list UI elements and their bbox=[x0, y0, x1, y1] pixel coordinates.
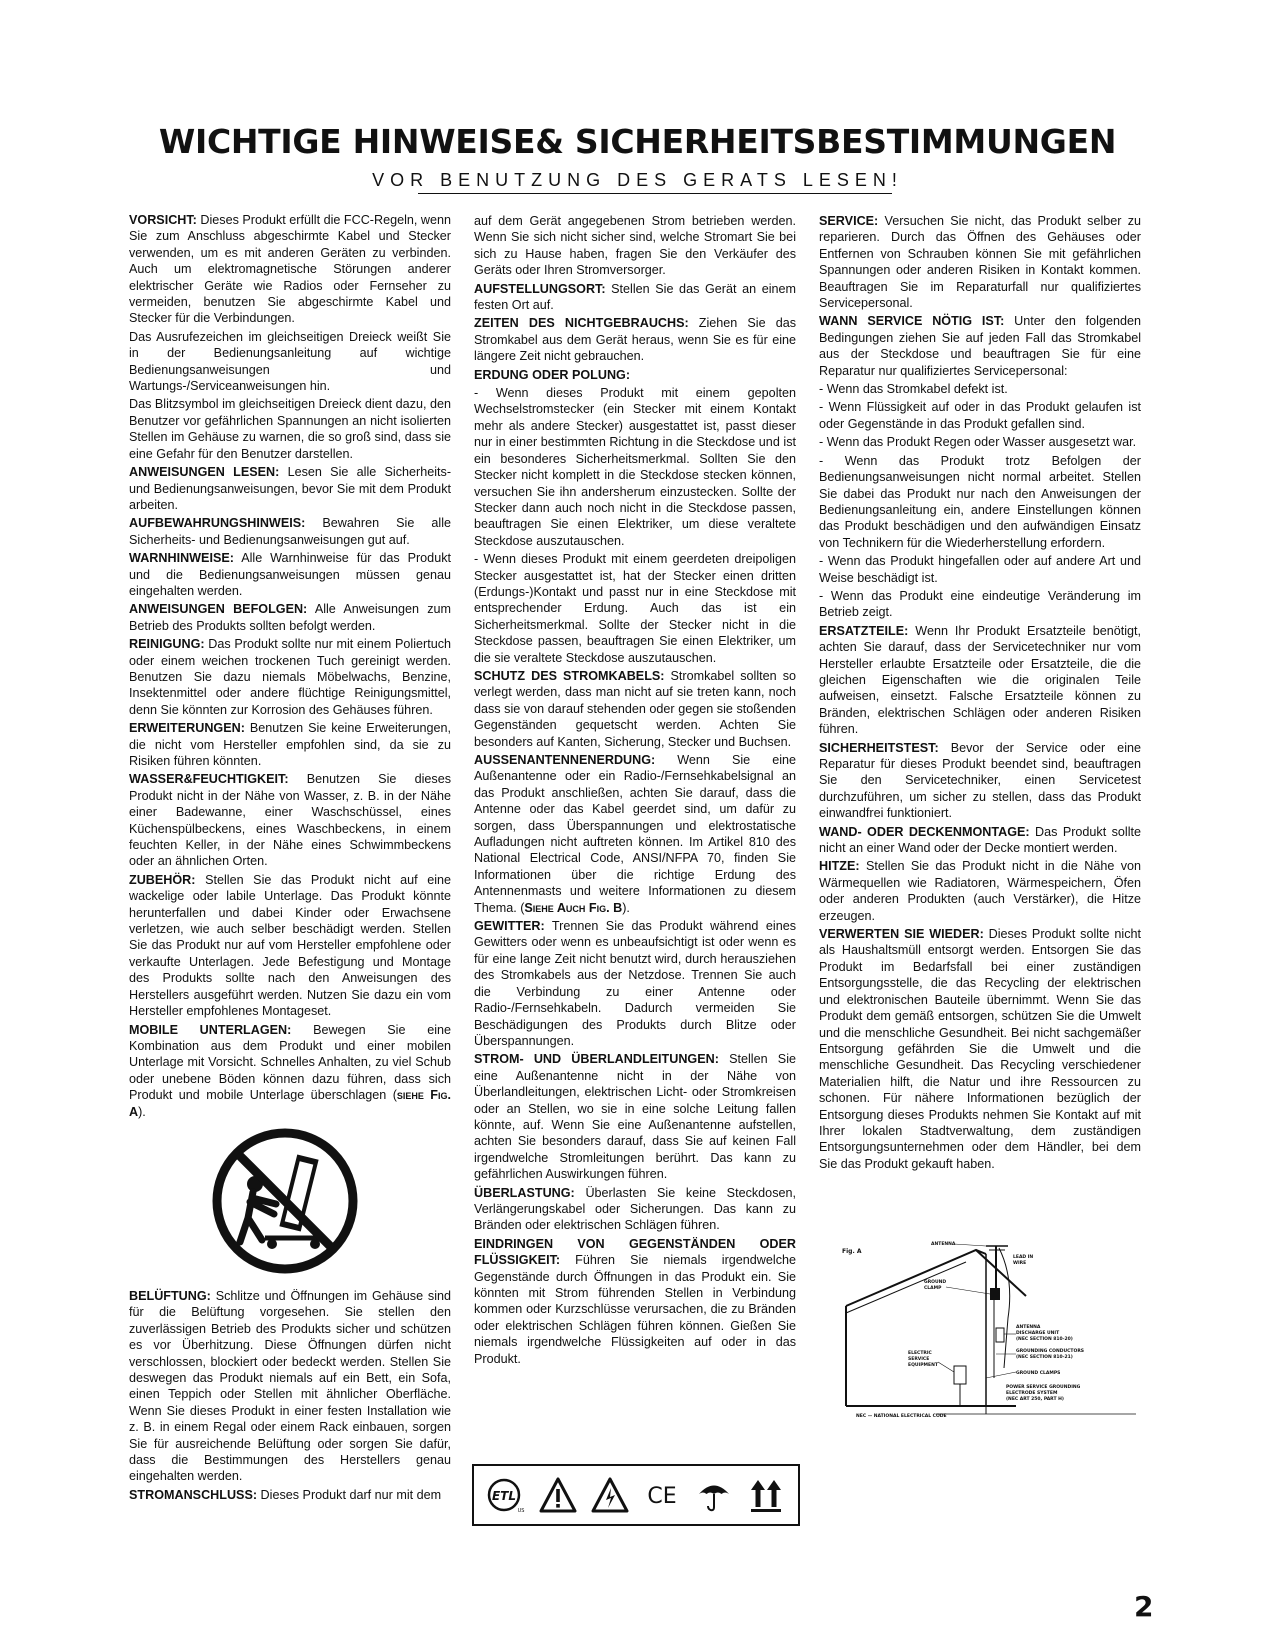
paragraph-service bbox=[819, 213, 1141, 311]
page-number: 2 bbox=[1134, 1590, 1154, 1623]
paragraph-erdung-1: - Wenn dieses Produkt mit einem gepolten Wechselstromstecker (ein Stecker mit einem Kontakt mehr als andere Stecker) ausgestattet ist, passt dieser nur in einer bestimmten Richtung in die Steckdose und ist ein besonderes Sicherheitsmerkmal. Sollten Sie den Stecker nicht komplett in die Steckdose stecken können, versuchen Sie ihn andersherum einzustecken. Sollte der Stecker dann auch noch nicht in die Steckdose passen, beauftragen Sie einen Elektriker, um diese veraltete Steckdose auszutauschen. bbox=[474, 386, 796, 548]
etl-us-text: US bbox=[517, 1508, 525, 1514]
text-hitze: Stellen Sie das Produkt nicht in die Nähe von Wärmequellen wie Radiatoren, Wärmespeichern, Öfen oder anderen Produkten (auch Verstärker), die Hitze erzeugen. bbox=[819, 859, 1142, 923]
list-item: - Wenn das Produkt Regen oder Wasser ausgesetzt war. bbox=[819, 435, 1137, 450]
paragraph-belueftung bbox=[129, 1288, 451, 1485]
text-stromanschluss: Dieses Produkt darf nur mit dem bbox=[260, 1487, 442, 1502]
label-discharge-2: DISCHARGE UNIT bbox=[1016, 1331, 1060, 1336]
lightning-warning-icon bbox=[589, 1474, 631, 1516]
label-wasser: WASSER&FEUCHTIGKEIT: bbox=[129, 772, 289, 787]
paragraph-befolgen bbox=[129, 601, 451, 634]
list-item: - Wenn das Stromkabel defekt ist. bbox=[819, 382, 1008, 397]
label-verwerten: VERWERTEN SIE WIEDER: bbox=[819, 927, 984, 942]
text-aufstellung: Stellen Sie das Gerät an einem festen Ort auf. bbox=[474, 281, 796, 313]
paragraph-schutz bbox=[474, 668, 796, 750]
label-sicherheitstest: SICHERHEITSTEST: bbox=[819, 740, 939, 755]
text-ersatzteile: Wenn Ihr Produkt Ersatzteile benötigt, achten Sie darauf, dass der Servicetechniker nur vom Hersteller erlaubte Ersatzteile oder Ersatzteile, die die gleichen Eigenschaften wie die originalen Teile aufweisen, einsetzt. Falsche Ersatzteile können zu Bränden, elektrischen Schlägen oder anderen Risiken führen. bbox=[819, 623, 1142, 737]
text-warnhinweise: Alle Warnhinweise für das Produkt und die Bedienungsanweisungen müssen genau eingehalten werden. bbox=[129, 551, 451, 598]
text-zubehoer: Stellen Sie das Produkt nicht auf eine wackelige oder labile Unterlage. Das Produkt könnte herunterfallen und dabei Kinder oder Erwachsene verletzen, wie auch selber beschädigt werden. Stellen Sie das Produkt nur auf vom Hersteller empfohlene oder verkaufte Unterlagen. Jede Befestigung und Montage des Produkts sollte nach den Anweisungen des Herstellers ausgeführt werden. Nutzen Sie dazu ein vom Hersteller empfohlenes Montageset. bbox=[129, 872, 452, 1019]
paragraph-erdung bbox=[474, 367, 796, 383]
text-reinigung: Das Produkt sollte nur mit einem Poliertuch oder einem weichen trockenen Tuch gereinigt werden. Benutzen Sie dazu niemals Möbelwachs, Benzine, Insektenmittel oder andere flüchtige Reinigungsmittel, denn Sie könnten zur Korrosion des Gehäuses führen. bbox=[129, 637, 452, 717]
text-anweisungen: Lesen Sie alle Sicherheits- und Bedienungsanweisungen, bevor Sie mit dem Produkt arbeiten. bbox=[129, 465, 452, 512]
label-erweiterungen: ERWEITERUNGEN: bbox=[129, 721, 245, 736]
text-nichtgebrauch: Ziehen Sie das Stromkabel aus dem Gerät heraus, wenn Sie es für eine längere Zeit nicht gebrauchen. bbox=[474, 316, 796, 364]
label-aufbewahrung: AUFBEWAHRUNGSHINWEIS: bbox=[129, 516, 306, 531]
text-service: Versuchen Sie nicht, das Produkt selber zu reparieren. Durch das Öffnen des Gehäuses oder Entfernen von Schrauben können Sie mit gefährlichen Spannungen oder anderen Risiken in Kontakt kommen. Beauftragen Sie im Reparaturfall nur qualifiziertes Servicepersonal. bbox=[819, 214, 1141, 311]
paragraph-mobile bbox=[129, 1022, 451, 1120]
paragraph-vorsicht bbox=[129, 212, 451, 327]
paragraph-ersatzteile bbox=[819, 623, 1141, 738]
text-ueberlastung: Überlasten Sie keine Steckdosen, Verlängerungskabel oder Sicherungen. Das kann zu Bränden oder elektrischen Schlägen führen. bbox=[474, 1185, 796, 1233]
paragraph-verwerten bbox=[819, 926, 1141, 1172]
text-erweiterungen: Benutzen Sie keine Erweiterungen, die nicht vom Hersteller empfohlen sind, da sie zu Risiken führen könnten. bbox=[129, 721, 452, 768]
label-befolgen: ANWEISUNGEN BEFOLGEN: bbox=[129, 602, 308, 617]
paragraph-hitze bbox=[819, 858, 1141, 924]
text-ueberland: Stellen Sie eine Außenantenne nicht in der Nähe von Überlandleitungen, elektrischen Licht- oder Stromkreisen oder an Stellen, wo sie in eine solche Leitung fallen könnte, auf. Wenn Sie eine Außenantenne aufstellen, achten Sie besonders darauf, dass Sie auf keinen Fall irgendwelche Stromleitungen berührt. Das kann zu gefährlichen Auswirkungen führen. bbox=[474, 1052, 796, 1182]
text-vorsicht: Dieses Produkt erfüllt die FCC-Regeln, wenn Sie zum Anschluss abgeschirmte Kabel und Stecker verwenden, um es mit anderen Geräten zu verbinden. Auch um elektromagnetische Störungen anderer elektrischer Geräte wie Radios oder Fernseher zu vermeiden, benutzen Sie abgeschirmte Kabel und Stecker für die Verbindungen. bbox=[129, 213, 452, 326]
paragraph-blitzsymbol: Das Blitzsymbol im gleichseitigen Dreieck dient dazu, den Benutzer vor gefährlichen Spannungen an nicht isolierten Stellen im Gehäuse zu warnen, die so groß sind, dass sie eine Gefahr für den Benutzer darstellen. bbox=[129, 397, 451, 461]
subtitle-underline bbox=[418, 193, 892, 194]
label-ground-clamps: GROUND CLAMPS bbox=[1016, 1371, 1061, 1376]
label-electric-3: EQUIPMENT bbox=[908, 1363, 938, 1368]
paragraph-gewitter bbox=[474, 918, 796, 1049]
paragraph-strom-continued: auf dem Gerät angegebenen Strom betrieben werden. Wenn Sie sich nicht sicher sind, welche Stromart Sie bei sich zu Hause haben, fragen Sie den Verkäufer des Geräts oder Ihren Stromversorger. bbox=[474, 214, 796, 278]
label-stromanschluss: STROMANSCHLUSS: bbox=[129, 1487, 258, 1502]
label-belueftung: BELÜFTUNG: bbox=[129, 1289, 211, 1303]
paragraph-sicherheitstest bbox=[819, 740, 1141, 822]
label-ueberland: STROM- UND ÜBERLANDLEITUNGEN: bbox=[474, 1052, 719, 1067]
column-1-bottom bbox=[129, 1288, 451, 1505]
paragraph-nichtgebrauch bbox=[474, 315, 796, 364]
label-ground: GROUND bbox=[924, 1280, 947, 1285]
paragraph-erweiterungen bbox=[129, 720, 451, 769]
label-electric-2: SERVICE bbox=[908, 1357, 930, 1362]
figure-reference-b: Siehe Auch Fig. B bbox=[524, 900, 623, 915]
paragraph-wann-service bbox=[819, 313, 1141, 379]
label-zubehoer: ZUBEHÖR: bbox=[129, 872, 196, 887]
text-wasser: Benutzen Sie dieses Produkt nicht in der Nähe von Wasser, z. B. in der Nähe einer Badewanne, einer Waschschüssel, eines Küchenspülbeckens, eines Waschbeckens, in einem feuchten Keller, in der Nähe eines Schwimmbeckens oder an ähnlichen Orten. bbox=[129, 772, 451, 869]
column-2 bbox=[474, 213, 796, 1369]
paragraph-reinigung bbox=[129, 636, 451, 718]
label-erdung: ERDUNG ODER POLUNG: bbox=[474, 367, 631, 382]
text-gewitter: Trennen Sie das Produkt während eines Gewitters oder wenn es unbeaufsichtigt ist oder wenn es für eine lange Zeit nicht benutzt wird, durch herausziehen des Stromkabels aus der Netzdose. Trennen Sie auch die Verbindung zu einer Antenne oder Radio-/Fernsehkabeln. Dadurch vermeiden Sie Beschädigungen des Produkts durch Blitze oder Überspannungen. bbox=[474, 919, 796, 1048]
paragraph-stromanschluss bbox=[129, 1487, 451, 1503]
page-title: WICHTIGE HINWEISE& SICHERHEITSBESTIMMUNGEN bbox=[158, 122, 1117, 161]
text-aussenantenne-end: ). bbox=[622, 900, 630, 915]
paragraph-warnhinweise bbox=[129, 550, 451, 599]
certification-icon-strip bbox=[472, 1464, 800, 1526]
page-subtitle: VOR BENUTZUNG DES GERATS LESEN! bbox=[372, 170, 903, 190]
label-aufstellung: AUFSTELLUNGSORT: bbox=[474, 281, 606, 296]
label-wire: WIRE bbox=[1013, 1261, 1027, 1266]
column-1 bbox=[129, 212, 451, 1122]
text-schutz: Stromkabel sollten so verlegt werden, dass man nicht auf sie treten kann, noch dass sie von darauf stehenden oder gegen sie stoßenden Gegenständen gequetscht werden. Achten Sie besonders auf Kanten, Sicherung, Stecker und Buchsen. bbox=[474, 668, 796, 749]
label-ersatzteile: ERSATZTEILE: bbox=[819, 623, 909, 638]
label-conductors-1: GROUNDING CONDUCTORS bbox=[1016, 1349, 1085, 1354]
label-power-3: (NEC ART 250, PART H) bbox=[1006, 1397, 1064, 1402]
list-item: - Wenn Flüssigkeit auf oder in das Produkt gelaufen ist oder Gegenstände in das Produkt gefallen sind. bbox=[819, 400, 1141, 431]
label-electric-1: ELECTRIC bbox=[908, 1351, 932, 1356]
label-conductors-2: (NEC SECTION 810-21) bbox=[1016, 1355, 1073, 1360]
text-verwerten: Dieses Produkt sollte nicht als Haushaltsmüll entsorgt werden. Entsorgen Sie das Produkt im Bedarfsfall bei einer zuständigen Entsorgungsstelle, die das Recycling der elektrischen und elektronischen Bauteile übernimmt. Wenn Sie das Produkt dem gemäß entsorgen, schützen Sie die Umwelt und die menschliche Gesundheit. Bei nicht sachgemäßer Entsorgung gefährden Sie die Umwelt und die menschliche Gesundheit. Das Recycling verschiedener Materialien hilft, die Natur und ihre Ressourcen zu schonen. Für nähere Informationen bezüglich der Entsorgung dieses Produkts nehmen Sie Kontakt auf mit Ihrer lokalen Stadtverwaltung, dem zuständigen Entsorgungsunternehmen oder dem Händler, bei dem Sie das Produkt gekauft haben. bbox=[819, 927, 1141, 1171]
label-discharge-3: (NEC SECTION 810-20) bbox=[1016, 1337, 1073, 1342]
text-befolgen: Alle Anweisungen zum Betrieb des Produkts sollten befolgt werden. bbox=[129, 602, 452, 633]
label-gewitter: GEWITTER: bbox=[474, 919, 545, 934]
paragraph-erdung-2: - Wenn dieses Produkt mit einem geerdeten dreipoligen Stecker ausgestattet ist, hat der Stecker einen dritten (Erdungs-)Kontakt und passt nur in eine Steckdose mit entsprechender Erdung. Auch das ist ein Sicherheitsmerkmal. Sollte der Stecker nicht in die Steckdose passen, beauftragen Sie einen Elektriker, um die sie veraltete Steckdose auszutauschen. bbox=[474, 552, 796, 665]
label-mobile: MOBILE UNTERLAGEN: bbox=[129, 1022, 292, 1037]
label-reinigung: REINIGUNG: bbox=[129, 637, 205, 652]
this-side-up-icon bbox=[745, 1474, 787, 1516]
label-schutz: SCHUTZ DES STROMKABELS: bbox=[474, 668, 665, 683]
paragraph-aufbewahrung bbox=[129, 515, 451, 548]
label-aussenantenne: AUSSENANTENNENERDUNG: bbox=[474, 753, 656, 767]
label-warnhinweise: WARNHINWEISE: bbox=[129, 551, 234, 566]
label-power-1: POWER SERVICE GROUNDING bbox=[1006, 1385, 1081, 1390]
umbrella-keep-dry-icon bbox=[693, 1474, 735, 1516]
label-wann-service: WANN SERVICE NÖTIG IST: bbox=[819, 314, 1005, 329]
paragraph-wasser bbox=[129, 771, 451, 869]
list-item: - Wenn das Produkt eine eindeutige Veränderung im Betrieb zeigt. bbox=[819, 588, 1141, 620]
paragraph-anweisungen bbox=[129, 464, 451, 513]
label-nichtgebrauch: ZEITEN DES NICHTGEBRAUCHS: bbox=[474, 316, 689, 331]
label-clamp: CLAMP bbox=[924, 1286, 942, 1291]
text-aufbewahrung: Bewahren Sie alle Sicherheits- und Bedienungsanweisungen gut auf. bbox=[129, 516, 452, 547]
paragraph-ausrufezeichen: Das Ausrufezeichen im gleichseitigen Dreieck weißt Sie in der Bedienungsanleitung auf wichtige Bedienungsanweisungen und Wartungs-/Serviceanweisungen hin. bbox=[129, 329, 451, 394]
ce-mark-icon bbox=[641, 1474, 683, 1516]
text-eindringen: Führen Sie niemals irgendwelche Gegenstände durch Öffnungen in das Produkt ein. Sie könnten mit Strom führenden Stellen in Verbindung kommen oder Kurzschlüsse verursachen, die zu Bränden oder elektrischen Schlägen führen können. Gießen Sie niemals irgendwelche Flüssigkeiten auf oder in das Produkt. bbox=[474, 1253, 796, 1366]
text-wandmontage: Das Produkt sollte nicht an einer Wand oder der Decke montiert werden. bbox=[819, 824, 1142, 856]
list-item: - Wenn das Produkt hingefallen oder auf andere Art und Weise beschädigt ist. bbox=[819, 554, 1141, 585]
paragraph-ueberlastung bbox=[474, 1185, 796, 1234]
text-wann-service: Unter den folgenden Bedingungen ziehen Sie auf jeden Fall das Stromkabel aus der Steckdose und beauftragen Sie für eine Reparatur nur qualifiziertes Servicepersonal: bbox=[819, 314, 1141, 378]
label-wandmontage: WAND- ODER DECKENMONTAGE: bbox=[819, 824, 1030, 839]
fig-a-label: Fig. A bbox=[842, 1248, 862, 1255]
etl-mark-text: ETL bbox=[491, 1489, 517, 1503]
paragraph-wandmontage bbox=[819, 824, 1141, 857]
exclamation-warning-icon bbox=[537, 1474, 579, 1516]
paragraph-aussenantenne bbox=[474, 752, 796, 916]
figure-reference-a: siehe Fig. A bbox=[129, 1088, 451, 1119]
text-belueftung: Schlitze und Öffnungen im Gehäuse sind für die Belüftung vorgesehen. Sie stellen den zuverlässigen Betrieb des Produkts sicher und schützen es vor Überhitzung. Diese Öffnungen dürfen nicht verschlossen, blockiert oder bedeckt werden. Stellen Sie deswegen das Produkt niemals auf ein Bett, ein Sofa, einen Teppich oder Stellen mit ähnlicher Oberfläche. Wenn Sie dieses Produkt in einer festen Installation wie z. B. in einem Regal oder einem Rack einbauen, sorgen Sie für ausreichende Belüftung oder sorgen Sie dafür, dass die Bestimmungen des Herstellers genau eingehalten werden. bbox=[129, 1289, 452, 1484]
etl-listed-icon bbox=[485, 1474, 527, 1516]
label-lead-in: LEAD IN bbox=[1013, 1255, 1034, 1260]
label-power-2: ELECTRODE SYSTEM bbox=[1006, 1391, 1058, 1396]
label-discharge-1: ANTENNA bbox=[1016, 1325, 1041, 1330]
label-hitze: HITZE: bbox=[819, 859, 860, 874]
text-mobile: Bewegen Sie eine Kombination aus dem Produkt und einer mobilen Unterlage mit Vorsicht. Schnelles Anhalten, zu viel Schub oder unebene Böden können dazu führen, dass sich Produkt und mobile Unterlage überschlagen ( bbox=[129, 1022, 452, 1103]
label-nec: NEC — NATIONAL ELECTRICAL CODE bbox=[856, 1414, 947, 1418]
cart-tipover-warning-icon bbox=[210, 1126, 360, 1276]
ce-mark-text: CE bbox=[647, 1484, 677, 1509]
paragraph-zubehoer bbox=[129, 872, 451, 1020]
label-ueberlastung: ÜBERLASTUNG: bbox=[474, 1185, 575, 1200]
list-item: - Wenn das Produkt trotz Befolgen der Bedienungsanweisungen nicht normal arbeitet. Stellen Sie dabei das Produkt nur nach den Anweisungen der Bedienungsanleitung ein, andere Einstellungen können das Produkt beschädigen und den aufwändigen Einsatz von Technikern für die Wiederherstellung erfordern. bbox=[819, 453, 1141, 550]
column-3 bbox=[819, 213, 1141, 1174]
text-mobile-end: ). bbox=[138, 1104, 146, 1119]
label-eindringen: EINDRINGEN VON GEGENSTÄNDEN ODER FLÜSSIGKEIT: bbox=[474, 1236, 796, 1268]
paragraph-aufstellung bbox=[474, 281, 796, 314]
antenna-grounding-diagram bbox=[836, 1238, 1136, 1418]
label-service: SERVICE: bbox=[819, 214, 879, 228]
label-anweisungen: ANWEISUNGEN LESEN: bbox=[129, 465, 280, 480]
text-aussenantenne: Wenn Sie eine Außenantenne oder ein Radio-/Fernsehkabelsignal an das Produkt anschließen, achten Sie darauf, dass die Antenne oder das Kabel geerdet sind, um dafür zu sorgen, dass Überspannungen und elektrostatische Aufladungen nicht auftreten können. Im Artikel 810 des National Electrical Code, ANSI/NFPA 70, finden Sie Informationen über die richtige Erdung des Antennenmasts und weitere Informationen zu diesem Thema. ( bbox=[474, 753, 796, 915]
label-vorsicht: VORSICHT: bbox=[129, 213, 197, 227]
text-sicherheitstest: Bevor der Service oder eine Reparatur für dieses Produkt beendet sind, beauftragen Sie den Servicetechniker, einen Servicetest durchzuführen, um sicher zu stellen, dass das Produkt einwandfrei funktioniert. bbox=[819, 740, 1141, 821]
paragraph-eindringen bbox=[474, 1236, 796, 1367]
label-antenna: ANTENNA bbox=[931, 1242, 956, 1247]
paragraph-ueberland bbox=[474, 1051, 796, 1182]
